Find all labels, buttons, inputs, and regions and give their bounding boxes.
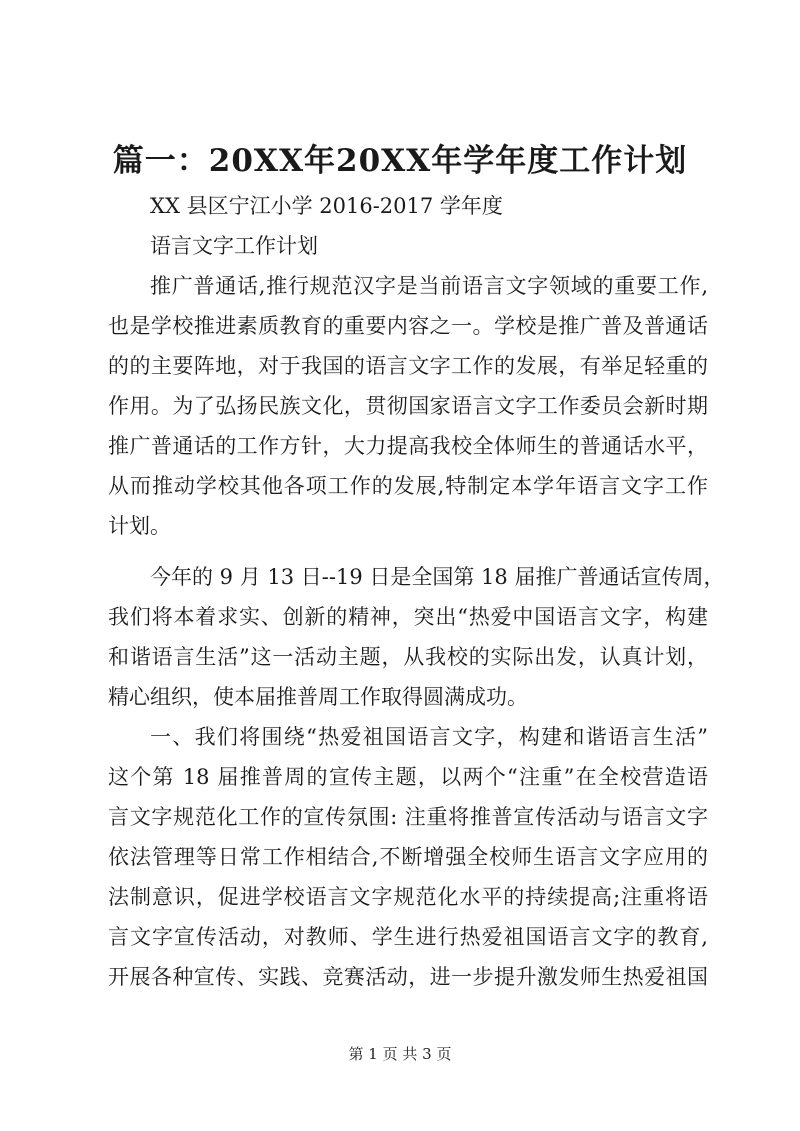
paragraph-1-line: 计划。 (108, 514, 171, 538)
paragraph-2-line: 和谐语言生活”这一活动主题，从我校的实际出发，认真计划， (108, 645, 708, 669)
paragraph-2-line: 精心组织，使本届推普周工作取得圆满成功。 (108, 685, 528, 709)
paragraph-3-line: 一、我们将围绕“热爱祖国语言文字，构建和谐语言生活” (150, 725, 708, 749)
paragraph-3-line: 这个第 18 届推普周的宣传主题，以两个“注重”在全校营造语 (108, 765, 708, 789)
paragraph-2-line: 今年的 9 月 13 日--19 日是全国第 18 届推广普通话宣传周， (150, 565, 725, 589)
paragraph-2-line: 我们将本着求实、创新的精神，突出“热爱中国语言文字，构建 (108, 605, 708, 629)
paragraph-1-line: 的的主要阵地，对于我国的语言文字工作的发展，有举足轻重的 (108, 354, 708, 378)
document-body (108, 186, 725, 997)
paragraph-3-line: 法制意识，促进学校语言文字规范化水平的持续提高;注重将语 (108, 885, 708, 909)
paragraph-1-line: 从而推动学校其他各项工作的发展,特制定本学年语言文字工作 (108, 474, 708, 498)
paragraph-3-line: 言文字规范化工作的宣传氛围: 注重将推普宣传活动与语言文字 (108, 805, 708, 829)
paragraph-1-line: 推广普通话,推行规范汉字是当前语言文字领域的重要工作, (150, 274, 708, 298)
paragraph-1-line: 也是学校推进素质教育的重要内容之一。学校是推广普及普通话 (108, 314, 708, 338)
page-number-footer: 第 1 页 共 3 页 (348, 1045, 452, 1063)
subtitle-line-school: XX 县区宁江小学 2016-2017 学年度 (150, 194, 503, 218)
paragraph-3-line: 依法管理等日常工作相结合,不断增强全校师生语言文字应用的 (108, 845, 708, 869)
paragraph-gap (108, 546, 708, 557)
document-title: 篇一：20XX年20XX年学年度工作计划 (112, 143, 688, 179)
paragraph-1-line: 作用。为了弘扬民族文化，贯彻国家语言文字工作委员会新时期 (108, 394, 708, 418)
paragraph-3-line: 言文字宣传活动，对教师、学生进行热爱祖国语言文字的教育, (108, 925, 708, 949)
subtitle-line-plan: 语言文字工作计划 (150, 234, 318, 258)
paragraph-3-line: 开展各种宣传、实践、竞赛活动，进一步提升激发师生热爱祖国 (108, 965, 708, 989)
paragraph-1-line: 推广普通话的工作方针，大力提高我校全体师生的普通话水平， (108, 434, 708, 458)
